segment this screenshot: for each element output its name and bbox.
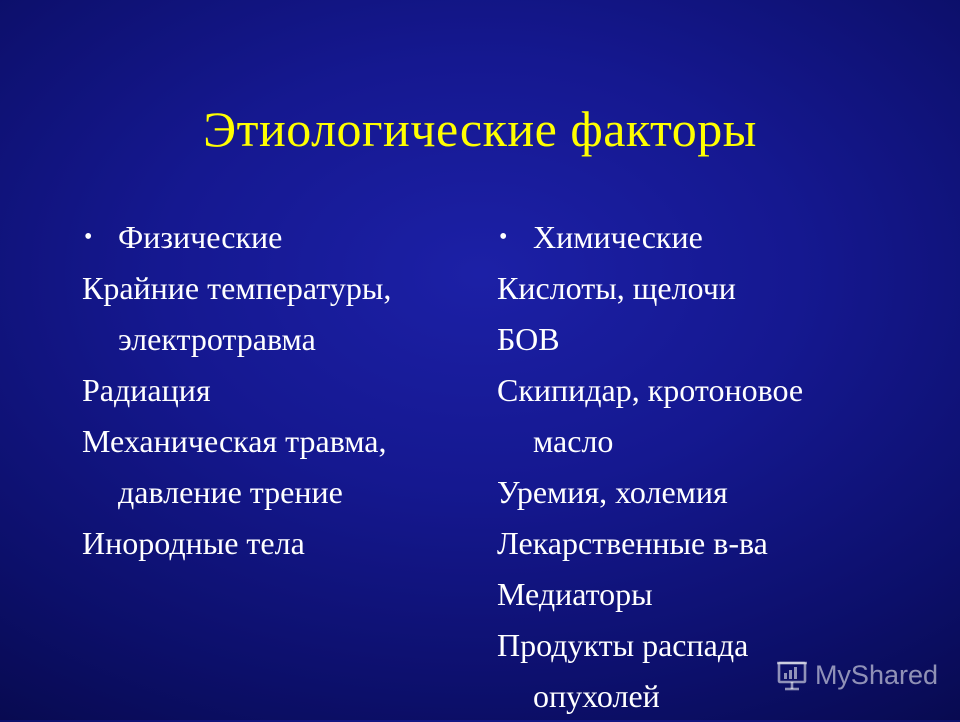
right-column-heading [497, 212, 917, 263]
list-item-line: БОВ [497, 321, 560, 357]
list-item-line: Кислоты, щелочи [497, 270, 736, 306]
list-item-line: Медиаторы [497, 576, 653, 612]
list-item [497, 314, 917, 365]
left-column [82, 212, 482, 569]
list-item-line: Радиация [82, 372, 211, 408]
watermark-text: MyShared [814, 659, 938, 690]
list-item [82, 416, 482, 518]
watermark [775, 658, 938, 692]
slide-title: Этиологические факторы [203, 101, 757, 157]
list-item [497, 518, 917, 569]
list-item [82, 365, 482, 416]
bullet-icon: • [84, 224, 93, 250]
list-item-line: Продукты распада [497, 627, 749, 663]
list-item-line: Инородные тела [82, 525, 305, 561]
list-item [497, 569, 917, 620]
left-heading-text: Физические [118, 219, 283, 255]
list-item-line: Лекарственные в-ва [497, 525, 768, 561]
list-item-line: Крайние температуры, [82, 270, 392, 306]
list-item-continuation: давление трение [118, 474, 343, 510]
right-column [497, 212, 917, 722]
list-item-continuation: масло [533, 423, 614, 459]
list-item-continuation: электротравма [118, 321, 316, 357]
list-item-line: Уремия, холемия [497, 474, 728, 510]
left-column-heading [82, 212, 482, 263]
list-item [82, 263, 482, 365]
presentation-board-icon [775, 658, 809, 692]
list-item [497, 365, 917, 467]
list-item [497, 263, 917, 314]
bullet-icon: • [499, 224, 508, 250]
list-item-line: Скипидар, кротоновое [497, 372, 804, 408]
list-item [497, 467, 917, 518]
list-item-line: Механическая травма, [82, 423, 387, 459]
list-item-continuation: опухолей [533, 678, 660, 714]
list-item [82, 518, 482, 569]
right-heading-text: Химические [533, 219, 703, 255]
